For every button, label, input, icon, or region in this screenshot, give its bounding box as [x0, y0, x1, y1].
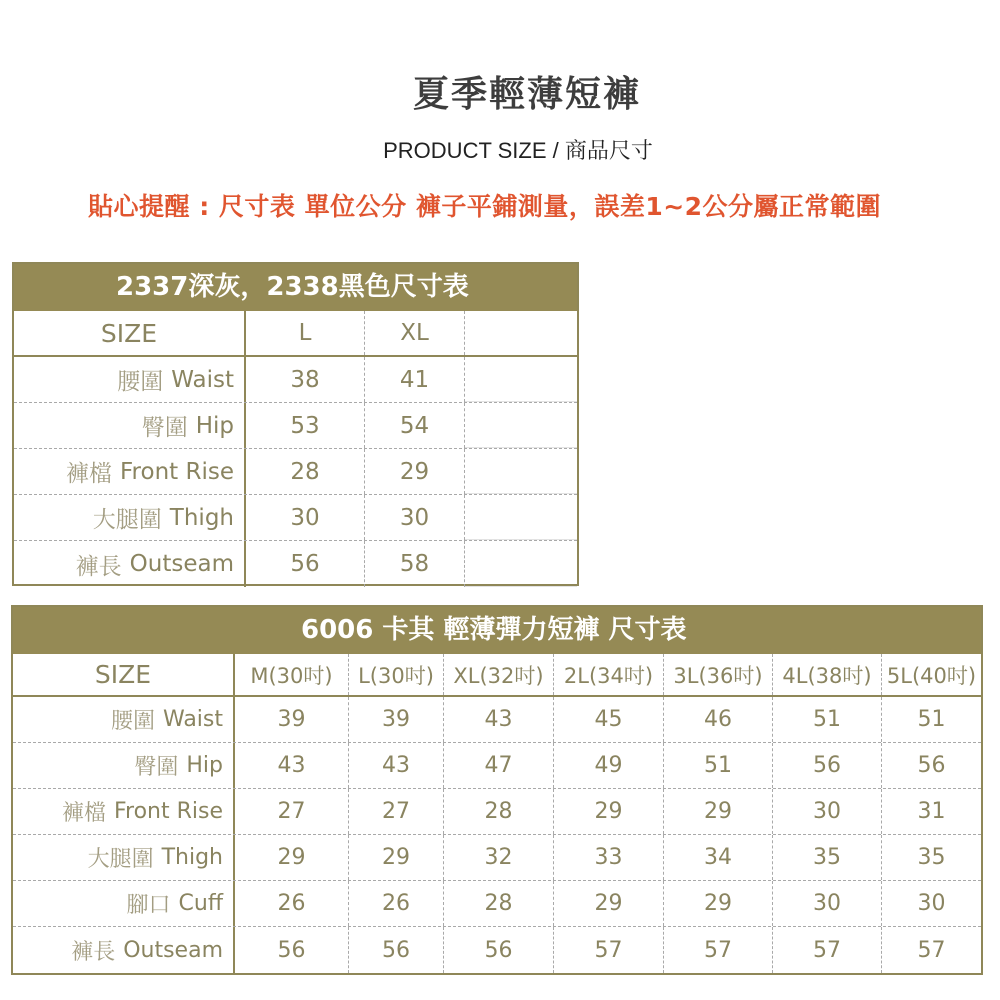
row-label-en: Front Rise — [113, 799, 223, 824]
row-label-zh: 大腿圍 — [87, 847, 154, 872]
row-label-en: Front Rise — [120, 458, 234, 485]
row-label-en: Outseam — [123, 937, 223, 963]
table-cell: 47 — [444, 743, 554, 788]
row-label-en: Waist — [162, 707, 223, 732]
size-header-cell: 2L(34吋) — [554, 654, 664, 695]
table-cell: 29 — [664, 789, 773, 834]
size-header-cell: XL — [365, 311, 465, 355]
table-cell-empty — [465, 403, 577, 448]
row-label — [14, 403, 246, 448]
table-cell: 38 — [246, 357, 365, 402]
size-header-cell: M(30吋) — [235, 654, 349, 695]
size-header-row — [14, 311, 577, 357]
table-cell: 57 — [917, 937, 946, 963]
table-cell: 56 — [349, 927, 444, 973]
row-label — [14, 495, 246, 540]
measurement-notice: 貼心提醒 : 尺寸表 單位公分 褲子平鋪測量，誤差1~2公分屬正常範圍 — [88, 192, 882, 221]
table-cell: 41 — [365, 357, 465, 402]
row-label — [13, 789, 235, 834]
table-row — [13, 697, 981, 743]
size-header-cell: 3L(36吋) — [664, 654, 773, 695]
row-label-en: Waist — [171, 366, 234, 393]
table-cell: 28 — [246, 449, 365, 494]
table-cell: 51 — [917, 707, 946, 732]
table-cell: 33 — [554, 835, 664, 880]
row-label-zh: 腰圍 — [110, 709, 155, 734]
size-table-2337-2338 — [12, 262, 579, 586]
size-header-cell: XL(32吋) — [444, 654, 554, 695]
table-cell: 30 — [917, 891, 946, 916]
table-cell: 43 — [444, 697, 554, 742]
row-label — [13, 927, 235, 973]
table-cell: 56 — [246, 541, 365, 587]
row-label-en: Hip — [195, 412, 234, 439]
table-cell: 29 — [554, 881, 664, 926]
size-header-row — [13, 654, 981, 697]
table-row — [13, 835, 981, 881]
table-cell: 30 — [365, 495, 465, 540]
table-cell: 28 — [444, 881, 554, 926]
table-cell: 43 — [349, 743, 444, 788]
size-header-cell-empty — [465, 311, 577, 355]
row-label-zh: 臀圍 — [134, 755, 179, 780]
table-cell-empty — [465, 495, 577, 540]
table-cell: 29 — [365, 449, 465, 494]
table-cell: 57 — [664, 927, 773, 973]
table-cell: 43 — [235, 743, 349, 788]
table-cell: 29 — [664, 881, 773, 926]
size-column-header: SIZE — [13, 654, 235, 695]
table-cell-empty — [465, 541, 577, 587]
table-cell: 56 — [773, 743, 882, 788]
row-label-zh: 褲長 — [71, 939, 116, 965]
row-label-zh: 腳口 — [126, 893, 171, 918]
table-cell: 35 — [917, 845, 946, 870]
size-header-cell: 5L(40吋) — [886, 663, 977, 688]
table-cell: 29 — [554, 789, 664, 834]
table-cell: 58 — [365, 541, 465, 587]
table-cell: 57 — [773, 927, 882, 973]
row-label — [13, 743, 235, 788]
row-label-zh: 褲檔 — [61, 801, 106, 826]
row-label-zh: 褲檔 — [66, 461, 112, 487]
table-row — [14, 495, 577, 541]
table-cell: 51 — [664, 743, 773, 788]
table-row — [14, 449, 577, 495]
row-label — [13, 881, 235, 926]
table-title: 6006 卡其 輕薄彈力短褲 尺寸表 — [13, 607, 981, 654]
table-cell-empty — [465, 449, 577, 494]
row-label — [14, 449, 246, 494]
table-cell: 26 — [349, 881, 444, 926]
row-label-en: Hip — [186, 753, 223, 778]
size-table-6006 — [11, 605, 983, 975]
table-cell: 56 — [444, 927, 554, 973]
size-column-header: SIZE — [14, 311, 246, 355]
table-cell: 57 — [554, 927, 664, 973]
table-cell: 49 — [554, 743, 664, 788]
table-cell: 30 — [246, 495, 365, 540]
table-row — [14, 403, 577, 449]
size-header-cell: L — [246, 311, 365, 355]
table-cell: 30 — [773, 789, 882, 834]
table-row — [14, 541, 577, 587]
table-row — [13, 743, 981, 789]
row-label — [14, 357, 246, 402]
page-title: 夏季輕薄短褲 — [412, 74, 641, 115]
table-title: 2337深灰，2338黑色尺寸表 — [14, 264, 577, 311]
table-cell: 34 — [664, 835, 773, 880]
table-cell: 29 — [235, 835, 349, 880]
table-cell: 56 — [235, 927, 349, 973]
table-cell: 27 — [235, 789, 349, 834]
row-label-en: Thigh — [161, 845, 223, 870]
table-cell: 35 — [773, 835, 882, 880]
row-label-zh: 大腿圍 — [92, 507, 162, 533]
table-cell: 56 — [917, 753, 946, 778]
table-cell: 51 — [773, 697, 882, 742]
table-row — [13, 881, 981, 927]
table-cell: 46 — [664, 697, 773, 742]
size-header-cell: 4L(38吋) — [773, 654, 882, 695]
table-cell: 45 — [554, 697, 664, 742]
table-cell: 29 — [349, 835, 444, 880]
table-cell: 32 — [444, 835, 554, 880]
table-cell: 30 — [773, 881, 882, 926]
size-header-cell: L(30吋) — [349, 654, 444, 695]
table-cell-empty — [465, 357, 577, 402]
row-label-en: Thigh — [169, 504, 234, 531]
table-row — [13, 927, 981, 973]
row-label — [13, 835, 235, 880]
table-row — [13, 789, 981, 835]
table-cell: 53 — [246, 403, 365, 448]
table-row — [14, 357, 577, 403]
row-label — [14, 541, 246, 587]
row-label-zh: 臀圍 — [141, 415, 188, 441]
page-subtitle: PRODUCT SIZE / 商品尺寸 — [383, 138, 653, 163]
row-label-zh: 褲長 — [75, 553, 122, 580]
table-cell: 39 — [349, 697, 444, 742]
table-cell: 31 — [917, 799, 946, 824]
row-label-zh: 腰圍 — [117, 369, 164, 395]
row-label — [13, 697, 235, 742]
row-label-en: Cuff — [178, 891, 223, 916]
table-cell: 26 — [235, 881, 349, 926]
row-label-en: Outseam — [129, 551, 234, 577]
table-cell: 39 — [235, 697, 349, 742]
table-cell: 54 — [365, 403, 465, 448]
table-cell: 28 — [444, 789, 554, 834]
table-cell: 27 — [349, 789, 444, 834]
